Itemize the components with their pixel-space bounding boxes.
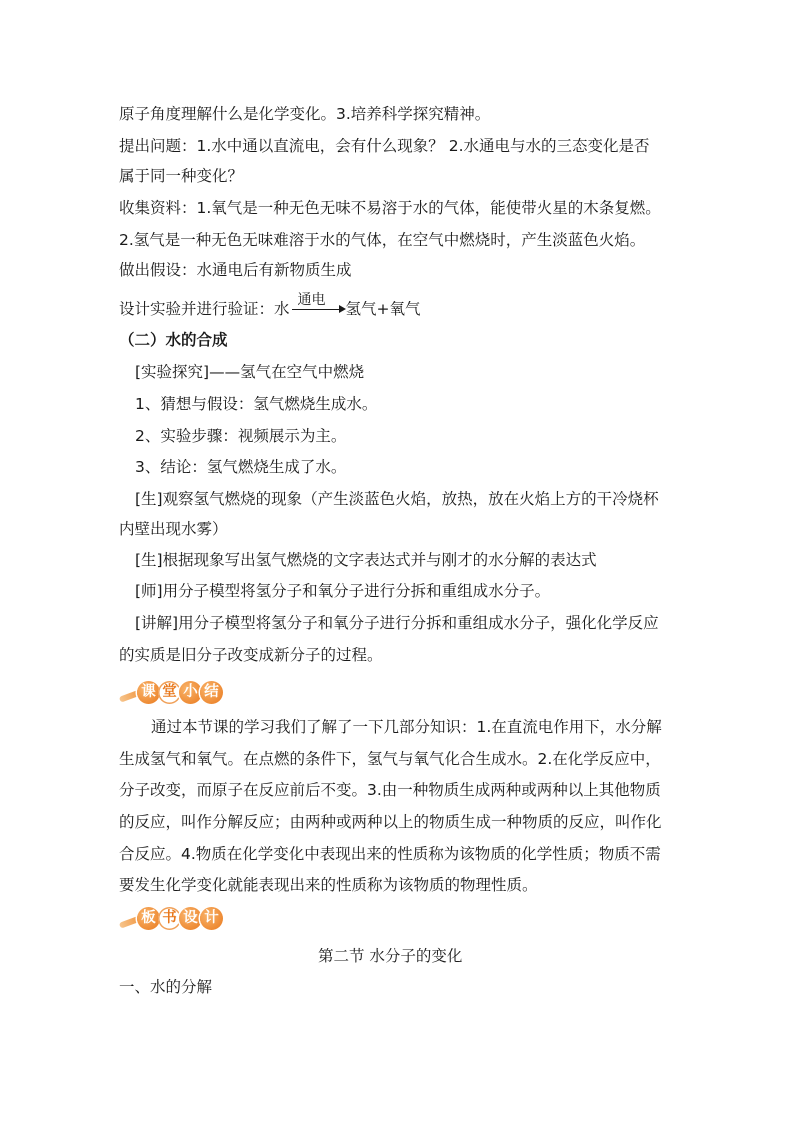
board-title: 第二节 水分子的变化 [318,947,463,965]
question-line: 提出问题：1.水中通以直流电，会有什么现象？ 2.水通电与水的三态变化是否 [119,137,650,155]
reaction-arrow [290,292,346,319]
step-line-3: 3、结论：氢气燃烧生成了水。 [135,458,347,476]
question-line-cont: 属于同一种变化？ [119,167,244,185]
hypothesis-line: 做出假设：水通电后有新物质生成 [119,261,352,279]
badge-char: 书 [158,907,181,930]
class-summary-badge [119,679,221,705]
experiment-title: [实验探究]——氢气在空气中燃烧 [135,363,365,381]
equation-products: 氢气+氧气 [345,300,421,318]
step-line-1: 1、猜想与假设：氢气燃烧生成水。 [135,395,378,413]
equation-prefix: 设计实验并进行验证：水 [119,300,290,318]
badge-char: 课 [137,681,160,704]
experiment-equation [119,292,421,319]
badge-char: 结 [200,681,223,704]
board-item-1: 一、水的分解 [119,978,213,996]
badge-char: 小 [179,681,202,704]
summary-line-4: 的反应，叫作分解反应；由两种或两种以上的物质生成一种物质的反应，叫作化 [119,813,662,831]
summary-line-5: 合反应。4.物质在化学变化中表现出来的性质称为该物质的化学性质；物质不需 [119,845,661,863]
arrow-condition-label: 通电 [297,292,326,308]
badge-char: 板 [137,907,160,930]
badge-char: 堂 [158,681,181,704]
info-line-2: 2.氢气是一种无色无味难溶于水的气体，在空气中燃烧时，产生淡蓝色火焰。 [119,231,646,249]
explanation-line-cont: 的实质是旧分子改变成新分子的过程。 [119,646,383,664]
board-design-badge [119,905,221,931]
step-line-2: 2、实验步骤：视频展示为主。 [135,427,347,445]
student-observation: [生]观察氢气燃烧的现象（产生淡蓝色火焰，放热，放在火焰上方的干冷烧杯 [135,490,659,508]
explanation-line: [讲解]用分子模型将氢分子和氧分子进行分拆和重组成水分子，强化化学反应 [135,614,659,632]
teacher-model: [师]用分子模型将氢分子和氧分子进行分拆和重组成水分子。 [135,582,551,600]
student-observation-cont: 内壁出现水雾） [119,520,228,538]
info-line: 收集资料：1.氧气是一种无色无味不易溶于水的气体，能使带火星的木条复燃。 [119,199,661,217]
summary-line-2: 生成氢气和氧气。在点燃的条件下，氢气与氧气化合生成水。2.在化学反应中， [119,750,661,768]
section-heading-synthesis: （二）水的合成 [119,331,228,349]
summary-line-3: 分子改变，而原子在反应前后不变。3.由一种物质生成两种或两种以上其他物质 [119,781,661,799]
summary-line-1: 通过本节课的学习我们了解了一下几部分知识：1.在直流电作用下，水分解 [151,718,662,736]
badge-char: 计 [200,907,223,930]
badge-char: 设 [179,907,202,930]
student-expression: [生]根据现象写出氢气燃烧的文字表达式并与刚才的水分解的表达式 [135,551,597,569]
summary-line-6: 要发生化学变化就能表现出来的性质称为该物质的物理性质。 [119,876,538,894]
paragraph-line: 原子角度理解什么是化学变化。3.培养科学探究精神。 [119,105,491,123]
